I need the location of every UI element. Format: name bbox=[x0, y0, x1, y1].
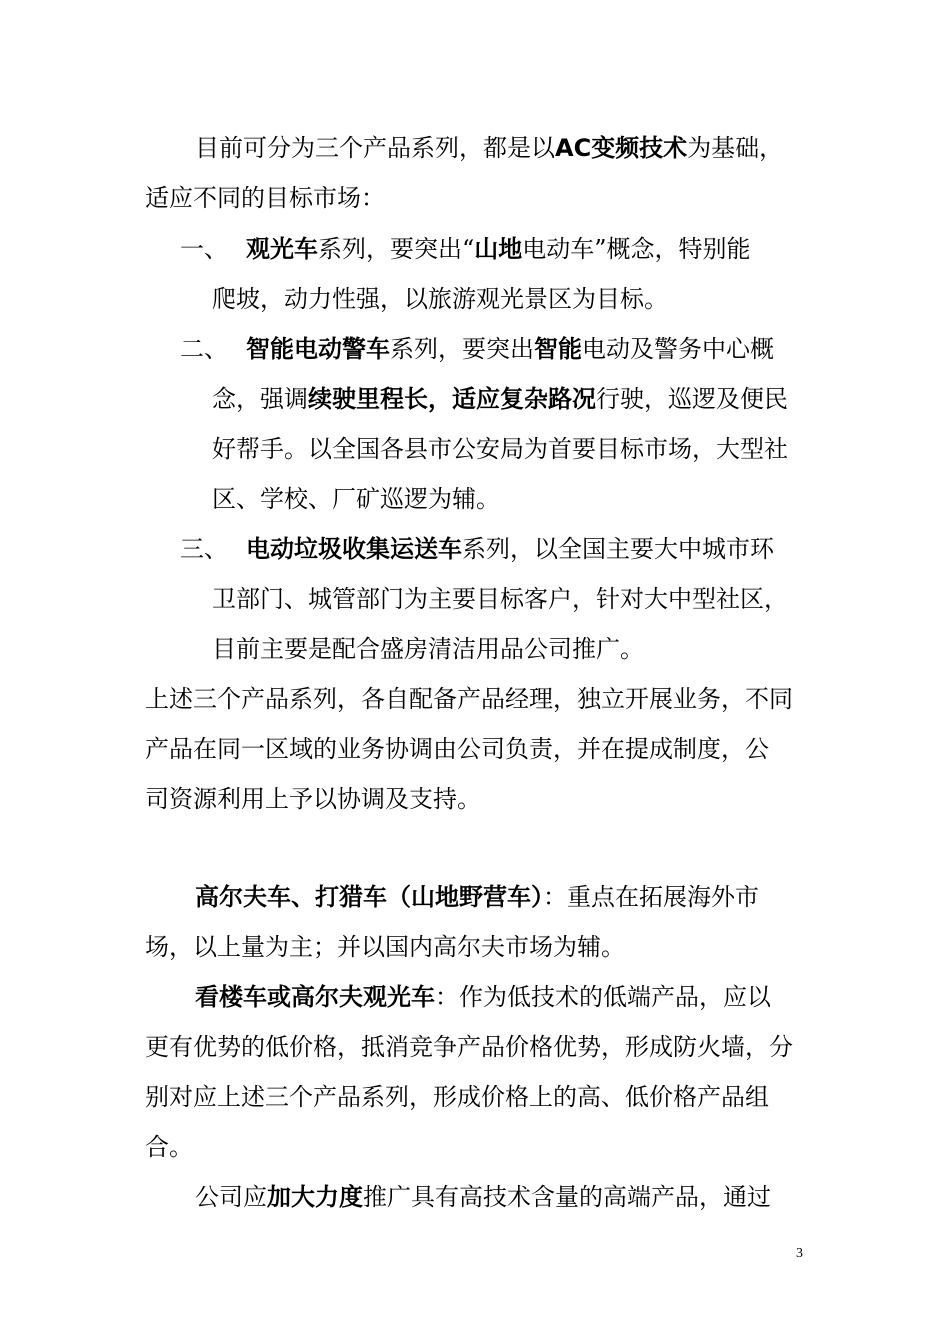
intro-line-1: 目前可分为三个产品系列，都是以AC变频技术为基础， bbox=[195, 134, 784, 162]
viewing-car-para-line-4: 合。 bbox=[145, 1133, 193, 1161]
viewing-car-para-line-3: 别对应上述三个产品系列，形成价格上的高、低价格产品组 bbox=[145, 1083, 769, 1111]
summary-line-1: 上述三个产品系列，各自配备产品经理，独立开展业务，不同 bbox=[145, 685, 793, 713]
list-item-1-line-1: 一、 观光车系列，要突出“山地电动车”概念，特别能 bbox=[180, 235, 751, 263]
list-item-1-line-2: 爬坡，动力性强，以旅游观光景区为目标。 bbox=[212, 285, 668, 313]
promotion-para-line-1: 公司应加大力度推广具有高技术含量的高端产品，通过 bbox=[195, 1183, 771, 1211]
summary-line-2: 产品在同一区域的业务协调由公司负责，并在提成制度，公 bbox=[145, 735, 769, 763]
intro-line-2: 适应不同的目标市场： bbox=[145, 184, 385, 212]
page-number: 3 bbox=[796, 1246, 803, 1261]
list-item-3-line-2: 卫部门、城管部门为主要目标客户，针对大中型社区， bbox=[212, 585, 788, 613]
list-item-2-line-2: 念，强调续驶里程长，适应复杂路况行驶，巡逻及便民 bbox=[212, 385, 788, 413]
list-item-2-line-3: 好帮手。以全国各县市公安局为首要目标市场，大型社 bbox=[212, 435, 788, 463]
golf-para-line-2: 场，以上量为主；并以国内高尔夫市场为辅。 bbox=[145, 933, 625, 961]
list-item-2-line-4: 区、学校、厂矿巡逻为辅。 bbox=[212, 485, 500, 513]
golf-para-line-1: 高尔夫车、打猎车（山地野营车）：重点在拓展海外市 bbox=[195, 883, 759, 911]
viewing-car-para-line-1: 看楼车或高尔夫观光车：作为低技术的低端产品，应以 bbox=[195, 983, 771, 1011]
list-item-2-line-1: 二、 智能电动警车系列，要突出智能电动及警务中心概 bbox=[180, 335, 774, 363]
summary-line-3: 司资源利用上予以协调及支持。 bbox=[145, 785, 481, 813]
list-item-3-line-3: 目前主要是配合盛房清洁用品公司推广。 bbox=[212, 635, 644, 663]
list-item-3-line-1: 三、 电动垃圾收集运送车系列，以全国主要大中城市环 bbox=[180, 535, 774, 563]
viewing-car-para-line-2: 更有优势的低价格，抵消竞争产品价格优势，形成防火墙，分 bbox=[145, 1033, 793, 1061]
